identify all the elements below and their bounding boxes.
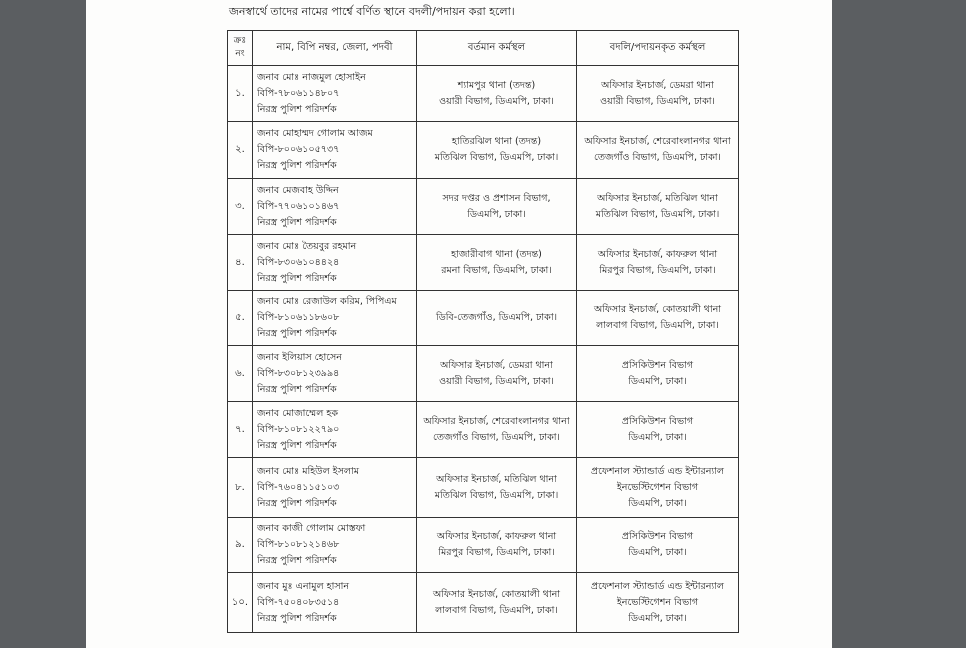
transfer-table [227, 30, 739, 633]
table-row [228, 179, 739, 235]
current-posting-line: অফিসার ইনচার্জ, মতিঝিল থানা [436, 473, 557, 485]
current-posting-line: শ্যামপুর থানা (তদন্ত) [457, 79, 536, 91]
row-current-posting [417, 573, 577, 633]
transfer-posting-line: ডিএমপি, ঢাকা। [628, 497, 687, 509]
header-transfer: বদলি/পদায়নকৃত কর্মস্থল [577, 31, 739, 66]
table-row [228, 346, 739, 402]
officer-name: জনাব কাজী গোলাম মোস্তফা [257, 523, 366, 534]
transfer-posting-line: তেজগাঁও বিভাগ, ডিএমপি, ঢাকা। [594, 152, 721, 163]
row-transfer-posting [577, 122, 739, 179]
row-transfer-posting [577, 235, 739, 291]
header-serial: ক্রঃ নং [228, 31, 253, 66]
row-officer-info [253, 122, 417, 179]
current-posting-line: মিরপুর বিভাগ, ডিএমপি, ঢাকা। [438, 547, 555, 558]
transfer-posting-line: ডিএমপি, ঢাকা। [628, 547, 687, 558]
row-officer-info [253, 66, 417, 122]
transfer-posting-line: লালবাগ বিভাগ, ডিএমপি, ঢাকা। [596, 320, 719, 331]
row-serial: ৩. [228, 179, 253, 235]
row-officer-info [253, 573, 417, 633]
row-current-posting [417, 458, 577, 518]
current-posting-line: মতিঝিল বিভাগ, ডিএমপি, ঢাকা। [434, 152, 559, 163]
row-current-posting [417, 402, 577, 458]
officer-name: জনাব মোজাম্মেল হক [257, 407, 338, 419]
officer-name: জনাব মেজবাহ উদ্দিন [257, 184, 339, 196]
transfer-posting-line: ডিএমপি, ঢাকা। [628, 431, 687, 443]
row-transfer-posting [577, 179, 739, 235]
current-posting-line: সদর দপ্তর ও প্রশাসন বিভাগ, [442, 192, 551, 204]
table-row [228, 66, 739, 122]
transfer-posting-line: প্রসিকিউশন বিভাগ [621, 415, 694, 427]
row-officer-info [253, 402, 417, 458]
current-posting-line: অফিসার ইনচার্জ, কোতয়ালী থানা [432, 588, 561, 600]
row-transfer-posting [577, 291, 739, 346]
transfer-posting-line: ইনভেস্টিগেশন বিভাগ [616, 481, 699, 493]
row-transfer-posting [577, 66, 739, 122]
row-officer-info [253, 518, 417, 573]
officer-bp: বিপি-৮১০৮১২২৭৯০ [257, 423, 340, 435]
row-current-posting [417, 235, 577, 291]
officer-bp: বিপি-৮১০৬১১৮৬০৮ [257, 312, 340, 323]
table-row [228, 458, 739, 518]
table-row [228, 122, 739, 179]
header-info: নাম, বিপি নম্বর, জেলা, পদবী [253, 31, 417, 66]
transfer-posting-line: প্রসিকিউশন বিভাগ [621, 531, 694, 542]
transfer-posting-line: অফিসার ইনচার্জ, শেরেবাংলানগর থানা [584, 136, 731, 147]
row-current-posting [417, 518, 577, 573]
officer-bp: বিপি-৭৬০৪১১৫১০৩ [257, 481, 340, 493]
current-posting-line: অফিসার ইনচার্জ, ডেমরা থানা [440, 359, 553, 371]
row-transfer-posting [577, 346, 739, 402]
officer-name: জনাব ইলিয়াস হোসেন [257, 351, 342, 363]
officer-rank: নিরস্ত্র পুলিশ পরিদর্শক [257, 160, 337, 171]
row-transfer-posting [577, 458, 739, 518]
row-officer-info [253, 346, 417, 402]
officer-bp: বিপি-৭৮০৬১১৪৮০৭ [257, 87, 340, 99]
officer-bp: বিপি-৭৫০৪০৮৩৫১৪ [257, 596, 340, 608]
transfer-posting-line: ওয়ারী বিভাগ, ডিএমপি, ঢাকা। [600, 95, 715, 107]
officer-rank: নিরস্ত্র পুলিশ পরিদর্শক [257, 383, 337, 395]
transfer-posting-line: প্রফেশনাল স্ট্যান্ডার্ড এন্ড ইন্টারন্যাল [591, 580, 724, 592]
current-posting-line: অফিসার ইনচার্জ, শেরেবাংলানগর থানা [423, 415, 570, 427]
transfer-posting-line: ডিএমপি, ঢাকা। [628, 612, 687, 624]
row-transfer-posting [577, 518, 739, 573]
row-serial: ৬. [228, 346, 253, 402]
officer-name: জনাব মোঃ রেজাউল করিম, পিপিএম [257, 296, 397, 307]
officer-rank: নিরস্ত্র পুলিশ পরিদর্শক [257, 497, 337, 509]
table-row [228, 291, 739, 346]
officer-rank: নিরস্ত্র পুলিশ পরিদর্শক [257, 555, 337, 566]
row-officer-info [253, 179, 417, 235]
officer-name: জনাব মোঃ তৈয়বুর রহমান [257, 240, 357, 252]
officer-rank: নিরস্ত্র পুলিশ পরিদর্শক [257, 612, 337, 624]
current-posting-line: তেজগাঁও বিভাগ, ডিএমপি, ঢাকা। [433, 431, 560, 443]
officer-name: জনাব মোহাম্মদ গোলাম আজম [257, 128, 373, 139]
transfer-posting-line: মিরপুর বিভাগ, ডিএমপি, ঢাকা। [599, 264, 716, 276]
row-serial: ১০. [228, 573, 253, 633]
transfer-posting-line: ডিএমপি, ঢাকা। [628, 375, 687, 387]
officer-bp: বিপি-৮৩০৬১০৪৪২৪ [257, 256, 340, 268]
officer-name: জনাব মুঃ এনামুল হাসান [257, 580, 350, 592]
transfer-posting-line: মতিঝিল বিভাগ, ডিএমপি, ঢাকা। [595, 208, 720, 220]
row-serial: ৯. [228, 518, 253, 573]
officer-bp: বিপি-৮০০৬১০৫৭৩৭ [257, 144, 340, 155]
header-current: বর্তমান কর্মস্থল [417, 31, 577, 66]
viewer-background-left [0, 0, 86, 648]
table-row [228, 518, 739, 573]
row-transfer-posting [577, 402, 739, 458]
row-current-posting [417, 66, 577, 122]
transfer-posting-line: প্রসিকিউশন বিভাগ [621, 359, 694, 371]
officer-name: জনাব মোঃ নাজমুল হোসাইন [257, 71, 366, 83]
current-posting-line: মতিঝিল বিভাগ, ডিএমপি, ঢাকা। [434, 489, 559, 501]
row-serial: ৭. [228, 402, 253, 458]
officer-rank: নিরস্ত্র পুলিশ পরিদর্শক [257, 328, 337, 339]
row-officer-info [253, 458, 417, 518]
row-serial: ১. [228, 66, 253, 122]
viewer-background-right [832, 0, 966, 648]
transfer-posting-line: ইনভেস্টিগেশন বিভাগ [616, 596, 699, 608]
current-posting-line: অফিসার ইনচার্জ, কাফরুল থানা [436, 531, 557, 542]
current-posting-line: রমনা বিভাগ, ডিএমপি, ঢাকা। [441, 264, 552, 276]
transfer-posting-line: প্রফেশনাল স্ট্যান্ডার্ড এন্ড ইন্টারন্যাল [591, 465, 724, 477]
current-posting-line: হাজারীবাগ থানা (তদন্ত) [451, 248, 542, 260]
officer-rank: নিরস্ত্র পুলিশ পরিদর্শক [257, 272, 337, 284]
officer-rank: নিরস্ত্র পুলিশ পরিদর্শক [257, 439, 337, 451]
row-current-posting [417, 122, 577, 179]
row-serial: ৫. [228, 291, 253, 346]
current-posting-line: ডিবি-তেজগাঁও, ডিএমপি, ঢাকা। [436, 312, 557, 323]
table-body [228, 66, 739, 633]
row-serial: ২. [228, 122, 253, 179]
row-current-posting [417, 346, 577, 402]
transfer-posting-line: অফিসার ইনচার্জ, কোতয়ালী থানা [593, 304, 722, 315]
row-officer-info [253, 235, 417, 291]
current-posting-line: হাতিরঝিল থানা (তদন্ত) [451, 136, 542, 147]
officer-bp: বিপি-৮৩০৮১২৩৯৯৪ [257, 367, 340, 379]
intro-text: জনস্বার্থে তাদের নামের পার্শ্বে বর্ণিত স্থানে বদলী/পদায়ন করা হলো। [229, 5, 515, 18]
row-current-posting [417, 291, 577, 346]
officer-name: জনাব মোঃ মহিউল ইসলাম [257, 465, 360, 477]
table-header-row [228, 31, 739, 66]
current-posting-line: লালবাগ বিভাগ, ডিএমপি, ঢাকা। [435, 604, 558, 616]
officer-rank: নিরস্ত্র পুলিশ পরিদর্শক [257, 216, 337, 228]
current-posting-line: ওয়ারী বিভাগ, ডিএমপি, ঢাকা। [439, 95, 554, 107]
officer-rank: নিরস্ত্র পুলিশ পরিদর্শক [257, 103, 337, 115]
current-posting-line: ডিএমপি, ঢাকা। [467, 208, 526, 220]
row-serial: ৪. [228, 235, 253, 291]
officer-bp: বিপি-৮১০৮১২১৪৬৮ [257, 539, 340, 550]
current-posting-line: ওয়ারী বিভাগ, ডিএমপি, ঢাকা। [439, 375, 554, 387]
officer-bp: বিপি-৭৭০৬১০১৪৬৭ [257, 200, 340, 212]
table-row [228, 235, 739, 291]
table-row [228, 573, 739, 633]
row-current-posting [417, 179, 577, 235]
document-page [86, 0, 832, 648]
transfer-posting-line: অফিসার ইনচার্জ, কাফরুল থানা [597, 248, 718, 260]
row-officer-info [253, 291, 417, 346]
row-serial: ৮. [228, 458, 253, 518]
row-transfer-posting [577, 573, 739, 633]
transfer-posting-line: অফিসার ইনচার্জ, ডেমরা থানা [601, 79, 714, 91]
table-row [228, 402, 739, 458]
transfer-posting-line: অফিসার ইনচার্জ, মতিঝিল থানা [597, 192, 718, 204]
